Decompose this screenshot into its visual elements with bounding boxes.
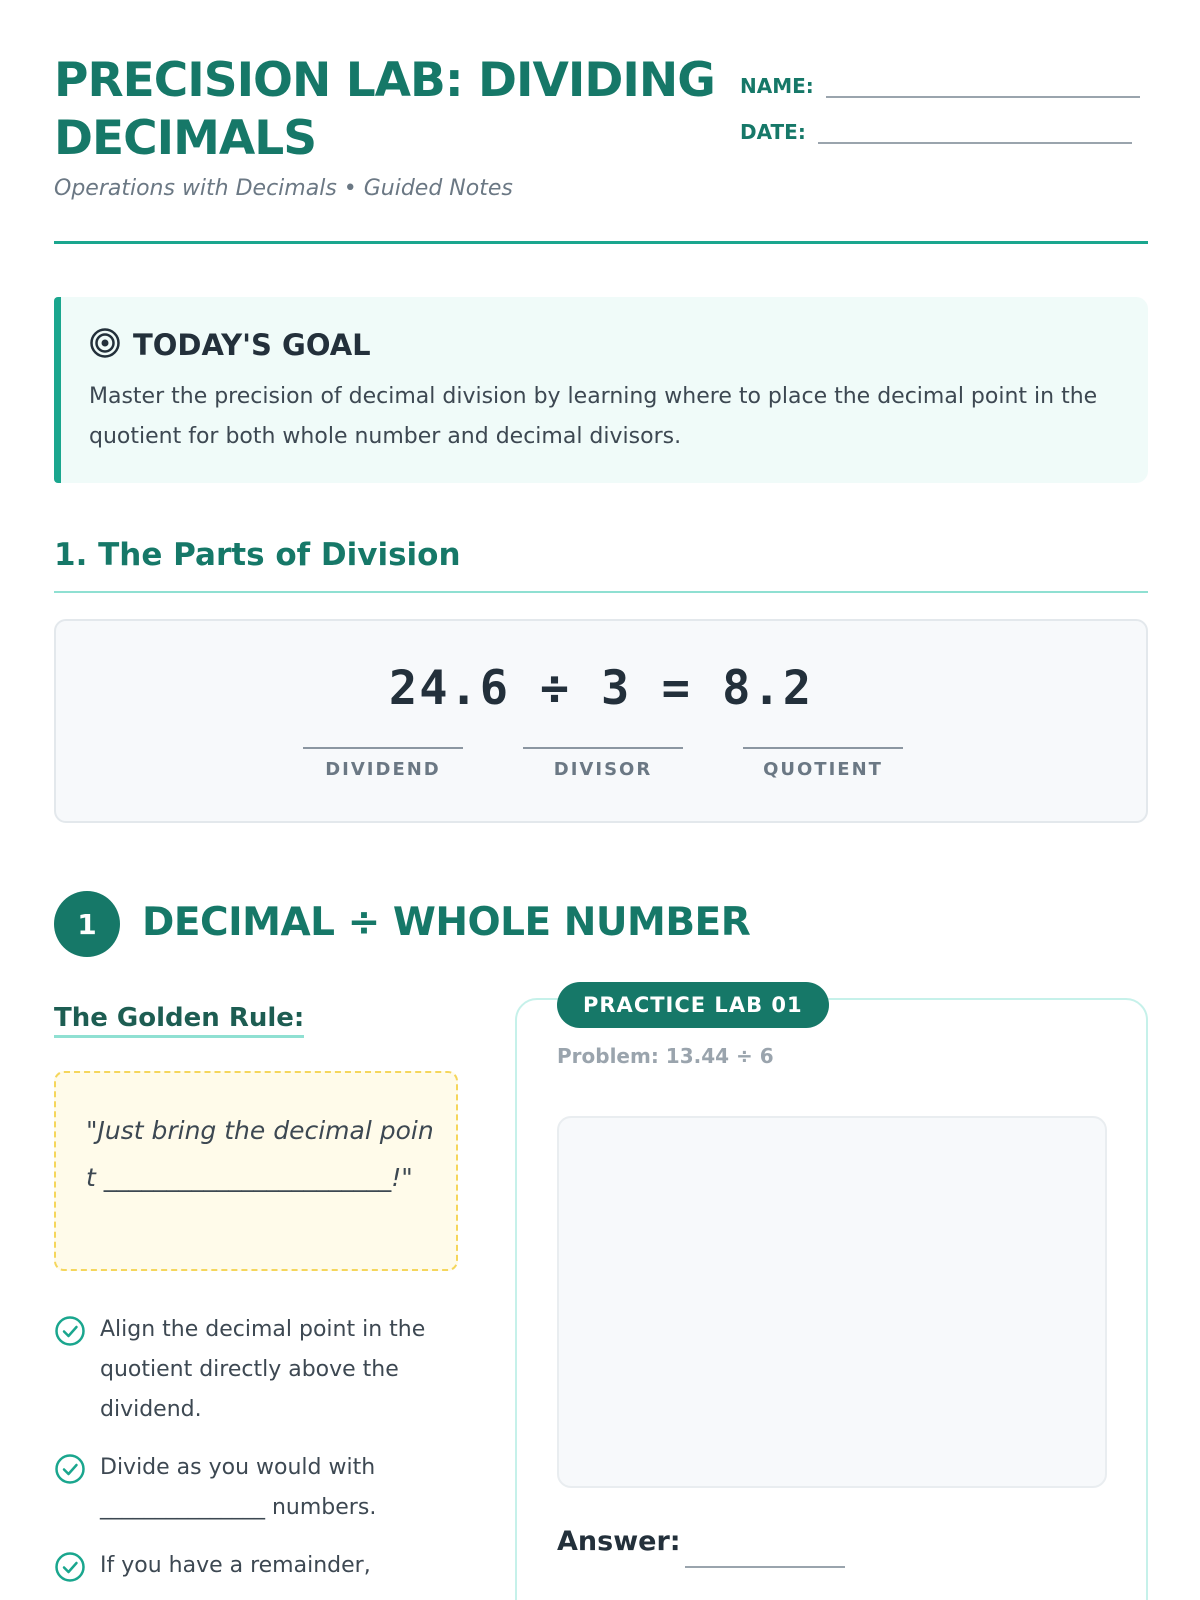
- quotient-label: QUOTIENT: [743, 747, 903, 780]
- lab-problem: Problem: 13.44 ÷ 6: [557, 1044, 774, 1068]
- student-info-fields: [740, 52, 1148, 144]
- check-circle-icon: [54, 1551, 86, 1583]
- worksheet-header: [54, 52, 1148, 244]
- goal-text: Master the precision of decimal division by learning where to place the decimal point in the quotient for both whole number and decimal divisors.: [89, 384, 1098, 449]
- checklist-text: If you have a remainder,: [100, 1553, 371, 1578]
- goal-title: TODAY'S GOAL: [133, 328, 371, 362]
- section-title-parts: 1. The Parts of Division: [54, 537, 1148, 593]
- practice-lab-badge: PRACTICE LAB 01: [557, 982, 829, 1028]
- name-field-row: [740, 52, 1148, 98]
- name-input-line[interactable]: [826, 68, 1140, 98]
- answer-input-line[interactable]: [685, 1566, 845, 1568]
- step-title: DECIMAL ÷ WHOLE NUMBER: [142, 900, 751, 945]
- answer-label: Answer:: [557, 1526, 681, 1557]
- goal-heading: [89, 327, 1118, 363]
- list-item: [54, 1546, 474, 1586]
- practice-lab-card: [515, 993, 1148, 1600]
- checklist-text: Divide as you would with _______________ numbers.: [100, 1455, 377, 1520]
- work-area[interactable]: [557, 1116, 1107, 1488]
- goal-box: [54, 297, 1148, 483]
- date-label: DATE:: [740, 120, 806, 144]
- page-title: PRECISION LAB: DIVIDING DECIMALS: [54, 53, 715, 166]
- date-input-line[interactable]: [818, 114, 1132, 144]
- page-subtitle: Operations with Decimals • Guided Notes: [54, 176, 513, 201]
- rule-checklist: [54, 1310, 474, 1600]
- dividend-label: DIVIDEND: [303, 747, 463, 780]
- divisor-label: DIVISOR: [523, 747, 683, 780]
- division-equation: 24.6 ÷ 3 = 8.2: [388, 661, 814, 716]
- step-number-badge: 1: [54, 891, 120, 957]
- check-circle-icon: [54, 1453, 86, 1485]
- division-parts-card: [54, 619, 1148, 823]
- date-field-row: [740, 98, 1148, 144]
- check-circle-icon: [54, 1315, 86, 1347]
- golden-rule-box: "Just bring the decimal point _______________________!": [54, 1071, 458, 1271]
- list-item: [54, 1448, 474, 1528]
- checklist-text: Align the decimal point in the quotient directly above the dividend.: [100, 1317, 426, 1422]
- name-label: NAME:: [740, 74, 814, 98]
- golden-rule-title: The Golden Rule:: [54, 1003, 304, 1038]
- list-item: [54, 1310, 474, 1430]
- target-icon: [89, 327, 121, 363]
